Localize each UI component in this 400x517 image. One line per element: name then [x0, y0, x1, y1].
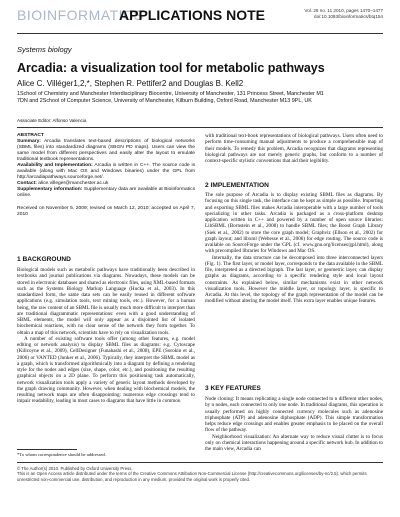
background-body: [17, 267, 195, 405]
doi-line: doi:10.1093/bioinformatics/btq154: [314, 14, 383, 19]
implementation-body: [205, 192, 383, 305]
availability-label: Availability and Implementation:: [17, 163, 93, 169]
right-paragraph-1: with traditional text-book representations of biological pathways. Users often need to perform time-consuming manual adjustments to produce a comprehensible map of their models. To remedy this problem, Arcadia recognizes that diagrams representing biological pathways are not merely generic graphs, but conform to a number of context-specific stylistic conventions that aid their legibility.: [205, 133, 383, 164]
copyright-line: © The Author(s) 2010. Published by Oxford University Press.: [17, 466, 133, 471]
background-paragraph-2: A number of existing software tools offer (among other features, e.g. model editing or network analysis) to display SBML files as diagrams: e.g. Cytoscape (Killcoyne et al., 2009), CellDesigner (Funahashi et al., 2008), EPE (Sorokin et al., 2006) or VANTED (Junker et al., 2006). Typically, they interpret the SBML model as a graph, which is transformed algorithmically into a diagram by defining a rendering style for the nodes and edges (size, shape, color, etc.), and positioning the resulting graphical objects on a 2D plane. To perform this positioning task automatically, network visualization tools apply a variety of generic layout methods developed by the graph drawing community. However, when dealing with biochemical models, the resulting network maps are often disappointing: numerous edge crossings tend to impair readability, leading in most cases to diagrams that have little in common: [17, 335, 195, 405]
paper-title: Arcadia: a visualization tool for metabolic pathways: [17, 61, 325, 75]
received-dates: Received on November 5, 2009; revised on March 12, 2010; accepted on April 7, 2010: [17, 205, 195, 217]
volume-line: Vol. 26 no. 11 2010, pages 1470–1477: [304, 8, 383, 13]
abstract-block: [17, 133, 195, 218]
summary-label: Summary:: [17, 139, 41, 145]
abstract-supplementary: [17, 187, 195, 199]
author-list: Alice C. Villéger1,2,*, Stephen R. Pettifer2 and Douglas B. Kell2: [17, 79, 244, 88]
affiliations: 1School of Chemistry and Manchester Interdisciplinary Biocentre, University of Manchester, 131 Princess Street, Manchester M1 7DN and 2School of Computer Science, University of Manchester, Kilburn Building, Oxford Road, Manchester M13 9PL, UK: [17, 91, 324, 104]
title-rule: [17, 127, 383, 128]
contact-email[interactable]: alice.villeger@manchester.ac.uk: [38, 181, 109, 187]
license-text: This is an Open Access article distributed under the terms of the Creative Commons Attribution Non-Commercial License (http://creativecommons.org/licenses/by-nc/2.5), which permits unrestricted non-commercial use, distribution, and reproduction in any medium, provided the original work is properly cited.: [17, 471, 367, 482]
header-rule: [17, 33, 383, 34]
article-type: APPLICATIONS NOTE: [119, 7, 265, 23]
key-features-paragraph-1: Node cloning: It means replicating a single node connected to n different other nodes, by n nodes, each connected to only one node. In traditional diagrams, this operation is usually performed on highly connected currency molecules such as adenosine triphosphate (ATP) and adenosine diphosphate (ADP). This simple transformation helps reduce edge crossings and enables greater emphasis to be placed on the overall flow of the pathway.: [205, 396, 383, 434]
journal-name: BIOINFORMATICS: [17, 7, 144, 23]
implementation-paragraph-2: Internally, the data structure can be decomposed into three interconnected layers (Fig. 1). The first layer, or model layer, corresponds to the data available in the SBML file, interpreted as a directed bigraph. The last layer, or geometric layer, can display graphs as diagrams, according to a specific rendering style and local layout constraints. As explained below, similar mechanisms exist in other network visualization tools. However the middle layer, or topology layer, is specific to Arcadia. At this level, the topology of the graph representation of the model can be modified without altering the model itself. This extra layer enables unique features.: [205, 254, 383, 305]
journal-header: [17, 7, 383, 31]
supp-label: Supplementary information:: [17, 187, 83, 193]
volume-info: [304, 8, 383, 20]
associate-editor: Associate Editor: Alfonso Valencia: [17, 118, 87, 123]
background-paragraph-1: Biological models such as metabolic pathways have traditionally been described in textbooks and journal publications via diagrams. Nowadays, these models can be stored in electronic databases and shared as electronic files, using XML-based formats such as the Systems Biology Markup Language (Hucka et al., 2003). In this standardized form, the same data sets can be easily reused in different software applications (e.g. simulation tools, text mining tools, etc.). However, for a human being, the raw content of an SBML file is usually much more difficult to interpret than are traditional diagrammatic representations: even with a good understanding of SBML elements, the model will only appear as a disjointed list of isolated biochemical reactions, with no clear sense of the network they form together. To obtain a map of this network, scientists have to rely on visualization tools.: [17, 267, 195, 336]
abstract-heading: ABSTRACT: [17, 133, 44, 138]
footer-rule: [17, 462, 383, 463]
key-features-paragraph-2: Neighborhood visualization: An alternate way to reduce visual clutter is to focus only on chemical interactions happening around a specific network hub. In addition to the main view, Arcadia can: [205, 433, 383, 452]
key-features-body: [205, 396, 383, 452]
abstract-summary: [17, 139, 195, 163]
contact-label: Contact:: [17, 181, 37, 187]
license-footer: [17, 466, 383, 482]
footnote: *To whom correspondence should be addressed.: [17, 452, 106, 457]
supp-text: Supplementary data are available at Bioinformatics online.: [17, 187, 196, 199]
abstract-availability: [17, 163, 195, 181]
summary-text: Arcadia translates text-based descriptions of biological networks (SBML files) into standardized diagrams (SBGN PD maps). Users can view the same model from different perspectives and easily alter the layout to emulate traditional textbook representations.: [17, 139, 195, 163]
right-intro: [205, 133, 383, 164]
background-heading: 1 BACKGROUND: [17, 256, 71, 263]
implementation-paragraph-1: The sole purpose of Arcadia is to display existing SBML files as diagrams. By focusing on this single task, the interface can be kept as simple as possible. Importing and exporting SBML files makes Arcadia interoperable with a large number of tools specializing in other tasks. Arcadia is packaged as a cross-platform desktop application written in C++ and powered by a number of open source libraries: LibSBML (Bornstein et al., 2008) to handle SBML files; the Boost Graph Library (Siek et al., 2002) to store the core graph model; Graphviz (Ellson et al., 2002) for graph layout; and libxml (Webesse et al., 2006) for edge routing. The source code is available on SourceForge under the GPL (cf. www.gnu.org/licenses/gpl.html), along with precompiled libraries for Windows and Mac OS.: [205, 192, 383, 255]
section-label: Systems biology: [17, 45, 72, 54]
key-features-heading: 3 KEY FEATURES: [205, 385, 261, 392]
availability-text: Arcadia is written in C++. The source code is available (along with Mac OS and Windows binaries) under the GPL from http://arcadiapathways.sourceforge.net/.: [17, 163, 196, 181]
footnote-rule: [17, 449, 77, 450]
implementation-heading: 2 IMPLEMENTATION: [205, 182, 269, 189]
